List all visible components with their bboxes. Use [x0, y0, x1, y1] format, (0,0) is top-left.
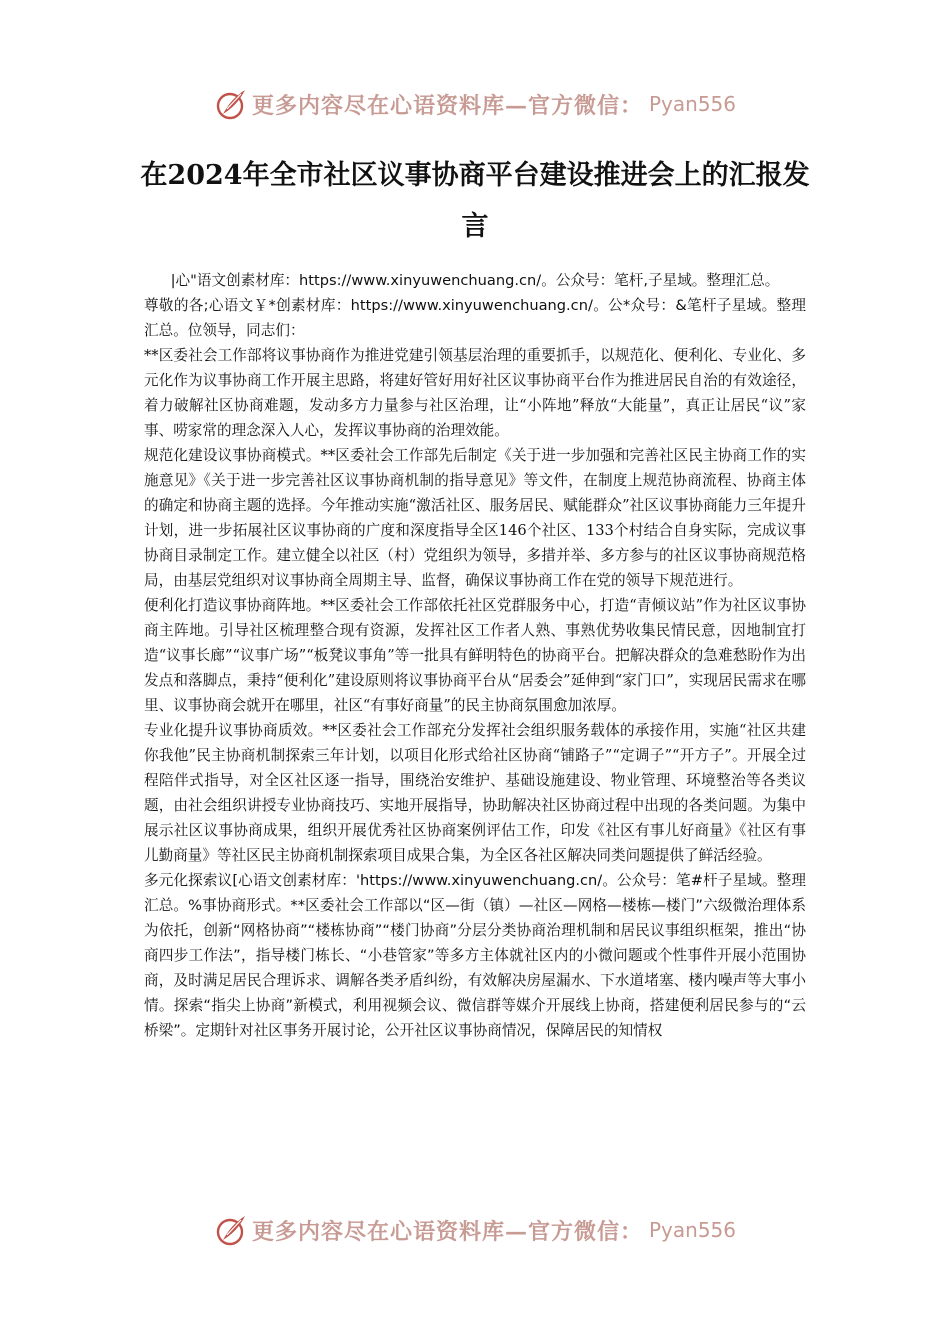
- document-body: [144, 268, 806, 1043]
- document-title: 在2024年全市社区议事协商平台建设推进会上的汇报发言: [140, 160, 810, 242]
- footer-watermark-banner: [0, 1210, 950, 1250]
- header-watermark-banner: [0, 84, 950, 124]
- standardization-paragraph: 规范化建设议事协商模式。**区委社会工作部先后制定《关于进一步加强和完善社区民主协商工作的实施意见》《关于进一步完善社区议事协商机制的指导意见》等文件，在制度上规范协商流程、协商主体的确定和协商主题的选择。今年推动实施“激活社区、服务居民、赋能群众”社区议事协商能力三年提升计划，进一步拓展社区议事协商的广度和深度指导全区146个社区、133个村结合自身实际，完成议事协商目录制定工作。建立健全以社区（村）党组织为领导，多措并举、多方参与的社区议事协商规范格局，由基层党组织对议事协商全周期主导、监督，确保议事协商工作在党的领导下规范进行。: [144, 447, 806, 589]
- quill-logo-icon: [214, 87, 248, 121]
- banner-wechat-id: Pyan556: [649, 1218, 737, 1242]
- intro-paragraph: **区委社会工作部将议事协商作为推进党建引领基层治理的重要抓手，以规范化、便利化、专业化、多元化作为议事协商工作开展主思路，将建好管好用好社区议事协商平台作为推进居民自治的有效途径，着力破解社区协商难题，发动多方力量参与社区治理，让“小阵地”释放“大能量”，真正让居民“议”家事、唠家常的理念深入人心，发挥议事协商的治理效能。: [144, 347, 806, 439]
- professionalization-paragraph: 专业化提升议事协商质效。**区委社会工作部充分发挥社会组织服务载体的承接作用，实施“社区共建你我他”民主协商机制探索三年计划，以项目化形式给社区协商“铺路子”“定调子”“开方子”。开展全过程陪伴式指导，对全区社区逐一指导，围绕治安维护、基础设施建设、物业管理、环境整治等各类议题，由社会组织讲授专业协商技巧、实地开展指导，协助解决社区协商过程中出现的各类问题。为集中展示社区议事协商成果，组织开展优秀社区协商案例评估工作，印发《社区有事儿好商量》《社区有事儿勤商量》等社区民主协商机制探索项目成果合集，为全区各社区解决同类问题提供了鲜活经验。: [144, 722, 806, 864]
- banner-text: 更多内容尽在心语资料库—官方微信：: [251, 1218, 643, 1245]
- salutation-paragraph: 尊敬的各;心语文￥*创素材库：https://www.xinyuwenchuang.cn/。公*众号：&笔杆子星域。整理汇总。位领导，同志们：: [144, 297, 806, 339]
- banner-text: 更多内容尽在心语资料库—官方微信：: [251, 92, 643, 119]
- source-note-paragraph: |心"语文创素材库：https://www.xinyuwenchuang.cn/。公众号：笔杆,子星域。整理汇总。: [170, 272, 780, 289]
- quill-logo-icon: [214, 1213, 248, 1247]
- convenience-paragraph: 便利化打造议事协商阵地。**区委社会工作部依托社区党群服务中心，打造“青倾议站”作为社区议事协商主阵地。引导社区梳理整合现有资源，发挥社区工作者人熟、事熟优势收集民情民意，因地制宜打造“议事长廊”“议事广场”“板凳议事角”等一批具有鲜明特色的协商平台。把解决群众的急难愁盼作为出发点和落脚点，秉持“便利化”建设原则将议事协商平台从“居委会”延伸到“家门口”，实现居民需求在哪里、议事协商会就开在哪里，社区“有事好商量”的民主协商氛围愈加浓厚。: [144, 597, 806, 714]
- banner-wechat-id: Pyan556: [649, 92, 737, 116]
- diversification-paragraph: 多元化探索议[心语文创素材库：'https://www.xinyuwenchuang.cn/。公众号：笔#杆子星域。整理汇总。%事协商形式。**区委社会工作部以“区—街（镇）—社区—网格—楼栋—楼门”六级微治理体系为依托，创新“网格协商”“楼栋协商”“楼门协商”分层分类协商治理机制和居民议事组织框架，推出“协商四步工作法”，指导楼门栋长、“小巷管家”等多方主体就社区内的小微问题或个性事件开展小范围协商，及时满足居民合理诉求、调解各类矛盾纠纷，有效解决房屋漏水、下水道堵塞、楼内噪声等大事小情。探索“指尖上协商”新模式，利用视频会议、微信群等媒介开展线上协商，搭建便利居民参与的“云桥梁”。定期针对社区事务开展讨论，公开社区议事协商情况，保障居民的知情权: [144, 872, 806, 1039]
